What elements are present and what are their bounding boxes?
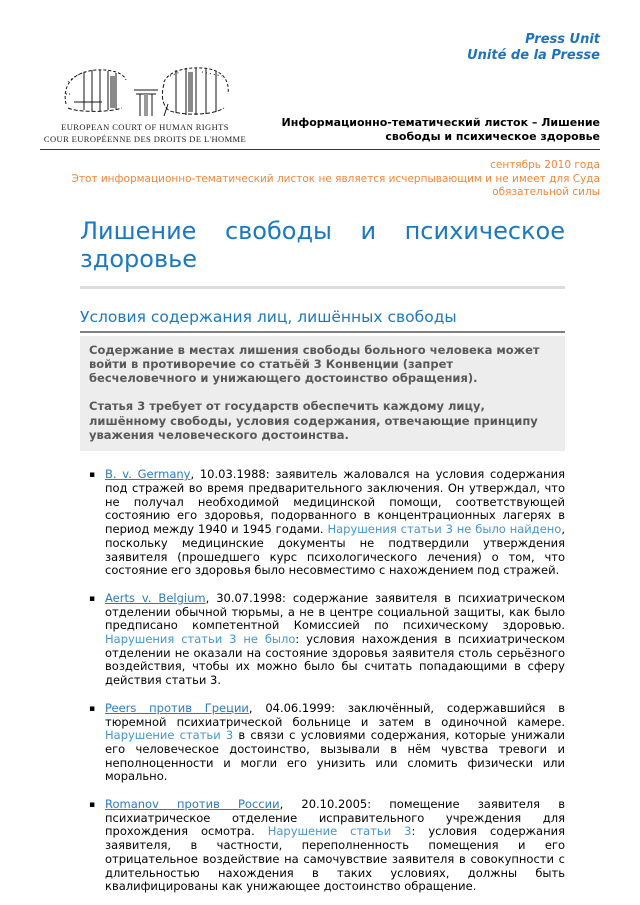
press-unit-label [40, 32, 600, 64]
bullet-square-icon: ▪ [89, 470, 96, 481]
case-text-block [105, 468, 565, 578]
case-link[interactable]: Aerts v. Belgium [105, 590, 206, 605]
page-title: Лишение свободы и психическое здоровье [80, 216, 565, 273]
summary-box [80, 336, 565, 452]
case-list [80, 468, 565, 894]
case-text-block [105, 592, 565, 688]
case-text-block [105, 798, 565, 894]
case-description-text: , поскольку медицинские документы не подтвердили утверждения заявителя (прошедшего курс психологического лечения) о том, что состояние его здоровья было несовместимо с нахождением под стражей. [105, 522, 565, 578]
title-underline [80, 286, 565, 289]
verdict-text: Нарушение статьи 3 [267, 824, 412, 839]
summary-paragraph: Статья 3 требует от государств обеспечить каждому лицу, лишённому свободы, условия содержания, отвечающие принципу уважения человеческого достоинства. [89, 399, 538, 442]
bullet-square-icon: ▪ [89, 593, 96, 604]
org-name-fr: COUR EUROPÉENNE DES DROITS DE L'HOMME [43, 133, 247, 144]
header-divider [40, 149, 600, 150]
disclaimer-note: Этот информационно-тематический листок не является исчерпывающим и не имеет для Суда обязательной силы [71, 172, 600, 198]
case-description-text: , 20.10.2005: помещение заявителя в психиатрическое отделение исправительного учреждения для прохождения осмотра. [105, 797, 565, 839]
press-unit-line-en: Press Unit [525, 32, 600, 47]
case-description-text: : условия нахождения в психиатрическом отделении не оказали на состояние здоровья заявителя столь серьёзного воздействия, чтобы их можно было бы считать попадающими в сферу действия статьи 3. [105, 632, 565, 688]
case-description-text: , 04.06.1999: заключённый, содержавшийся в тюремной психиатрической больнице и затем в одиночной камере. [105, 700, 565, 729]
main-content [80, 217, 565, 894]
org-name-en: EUROPEAN COURT OF HUMAN RIGHTS [61, 122, 229, 132]
bullet-square-icon: ▪ [89, 800, 96, 811]
case-item [80, 592, 565, 688]
echr-building-logo [56, 64, 234, 120]
case-link[interactable]: Peers против Греции [105, 700, 249, 715]
bullet-square-icon: ▪ [89, 703, 96, 714]
echr-logo-block [40, 64, 250, 145]
case-item [80, 468, 565, 578]
summary-paragraph: Содержание в местах лишения свободы больного человека может войти в противоречие со статьёй 3 Конвенции (запрет бесчеловечного и унижающего достоинство обращения). [89, 342, 540, 386]
case-description-text: в связи с условиями содержания, которые унижали его человеческое достоинство, вызывали в нём чувства тревоги и неполноценности и могли его унизить или сломить физически или морально. [105, 728, 565, 784]
case-description-text: : условия содержания заявителя, в частности, переполненность помещения и его отрицательное воздействие на самочувствие заявителя в совокупности с длительностью нахождения в таких условиях, должны быть квалифицированы как унижающее достоинство обращение. [105, 824, 565, 894]
date-note: сентябрь 2010 года [490, 159, 600, 171]
date-disclaimer-note [40, 159, 600, 200]
verdict-text: Нарушения статьи 3 не было найдено [327, 522, 562, 537]
factsheet-label: Информационно-тематический листок – Лишение свободы и психическое здоровье [281, 116, 600, 143]
header-row [40, 64, 600, 145]
case-description-text: , 30.07.1998: содержание заявителя в психиатрическом отделении обычной тюрьмы, а не в центре социальной защиты, как было предписано компетентной Комиссией по психическому здоровью. [105, 590, 565, 633]
verdict-text: Нарушения статьи 3 не было [105, 632, 296, 647]
verdict-text: Нарушение статьи 3 [105, 728, 234, 743]
case-description-text: , 10.03.1988: заявитель жаловался на условия содержания под стражей во время предварительного заключения. Он утверждал, что не получал необходимой медицинской помощи, соответствующей состоянию его здоровья, подорванного в концентрационных лагерях в период между 1940 и 1945 годами. [105, 467, 565, 537]
case-link[interactable]: B. v. Germany [105, 467, 191, 482]
case-item [80, 798, 565, 894]
section-heading: Условия содержания лиц, лишённых свободы [80, 308, 565, 333]
case-link[interactable]: Romanov против России [105, 797, 280, 812]
case-text-block [105, 702, 565, 784]
press-unit-line-fr: Unité de la Presse [467, 48, 600, 63]
page-header [0, 0, 640, 200]
case-item [80, 702, 565, 784]
